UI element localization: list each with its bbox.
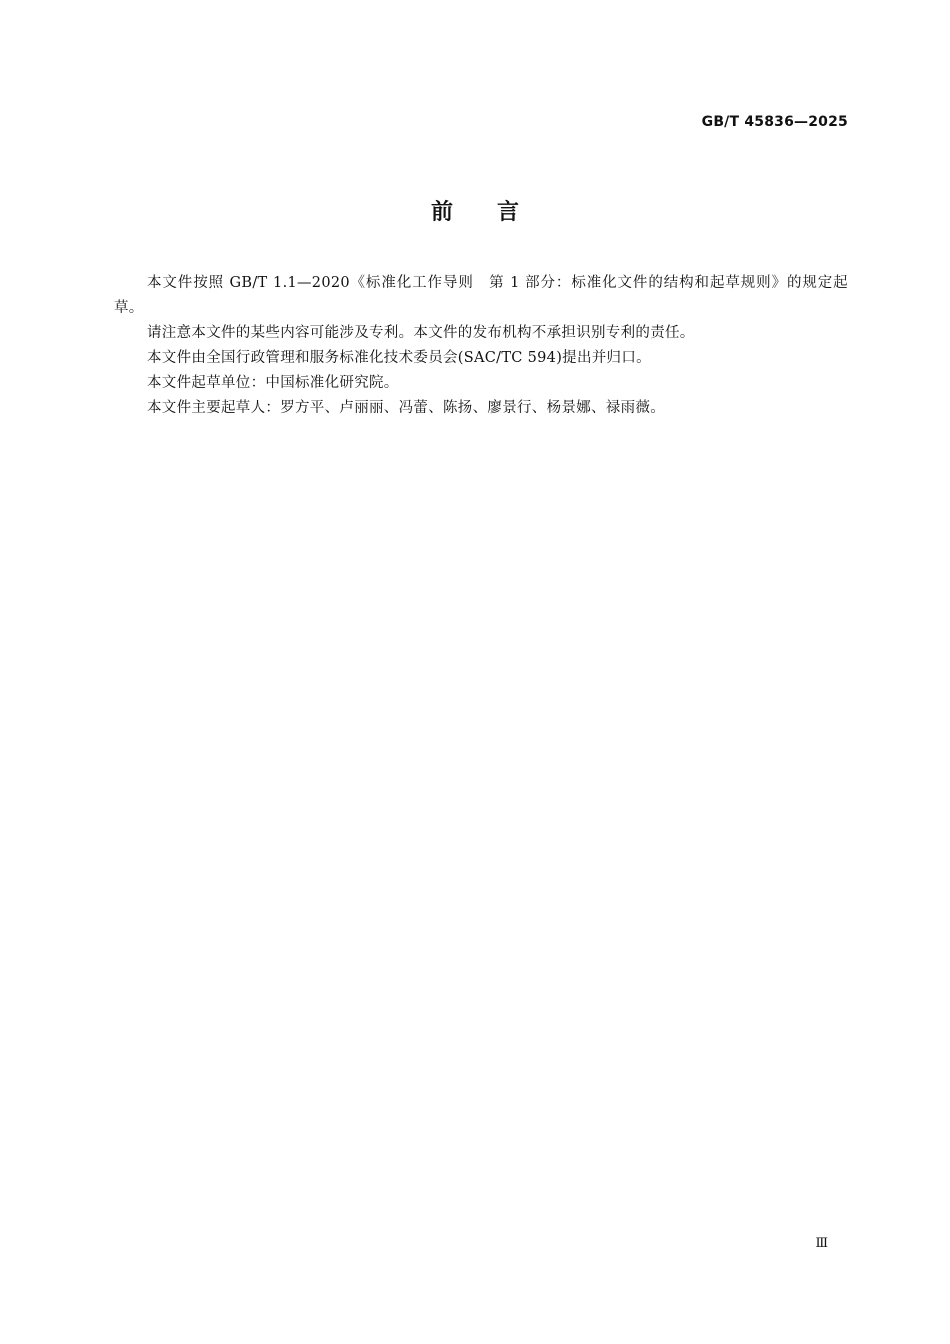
paragraph-patent-notice: 请注意本文件的某些内容可能涉及专利。本文件的发布机构不承担识别专利的责任。 — [147, 325, 695, 341]
page-number: Ⅲ — [815, 1236, 828, 1251]
paragraph-proposer: 本文件由全国行政管理和服务标准化技术委员会(SAC/TC 594)提出并归口。 — [147, 350, 651, 366]
paragraph-drafting-rules: 本文件按照 GB/T 1.1—2020《标准化工作导则 第 1 部分：标准化文件的结构和起草规则》的规定起草。 — [114, 275, 848, 316]
paragraph-drafting-unit: 本文件起草单位：中国标准化研究院。 — [147, 375, 399, 391]
page-title: 前 言 — [430, 200, 519, 225]
standard-number: GB/T 45836—2025 — [701, 114, 848, 130]
paragraph-drafters: 本文件主要起草人：罗方平、卢丽丽、冯蕾、陈扬、廖景行、杨景娜、禄雨薇。 — [147, 400, 665, 416]
foreword-body — [114, 271, 848, 421]
